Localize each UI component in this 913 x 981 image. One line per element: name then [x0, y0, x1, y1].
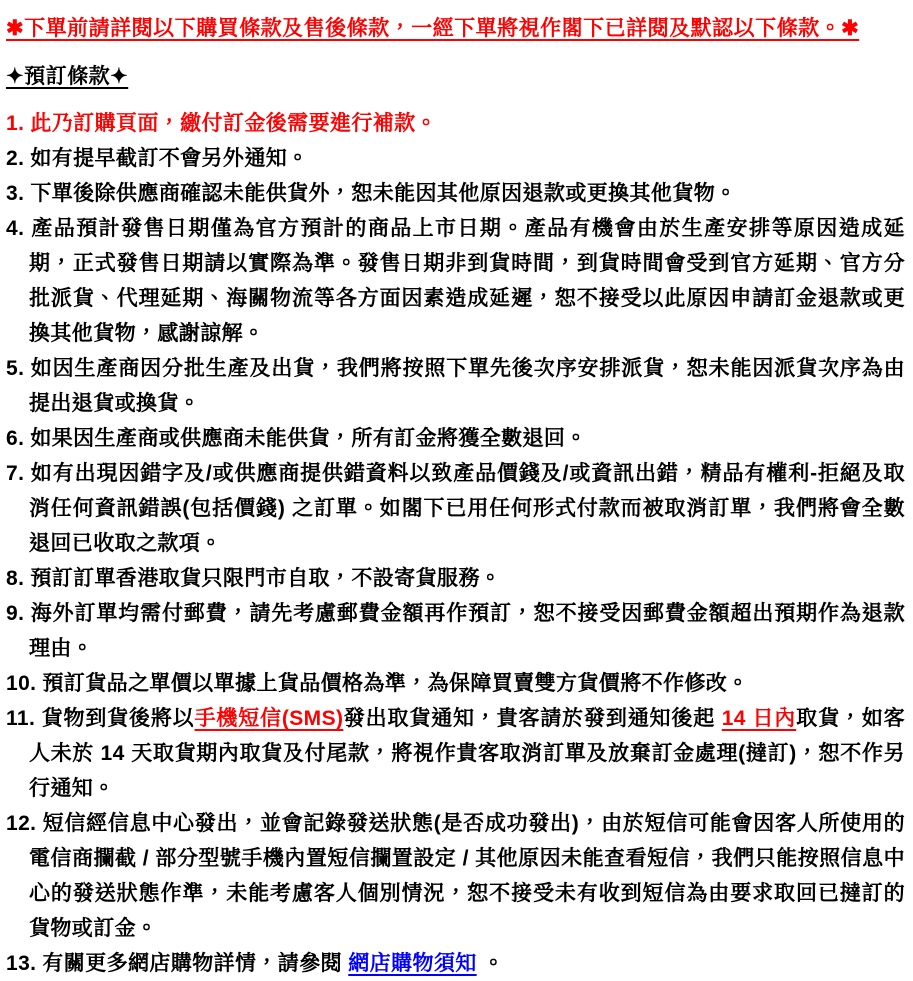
terms-list [6, 106, 905, 981]
term-number: 13. [6, 952, 37, 975]
term-item-6 [6, 421, 905, 456]
red-emphasis-text: 14 日內 [721, 707, 797, 730]
term-item-13 [6, 946, 905, 981]
term-text: 預訂貨品之單價以單據上貨品價格為準，為保障買賣雙方貨價將不作修改。 [42, 672, 749, 695]
term-text: 海外訂單均需付郵費，請先考慮郵費金額再作預訂，恕不接受因郵費金額超出預期作為退款理由。 [29, 602, 905, 660]
term-number: 11. [6, 707, 36, 730]
term-item-10 [6, 666, 905, 701]
purchase-notice-header: ✱下單前請詳閱以下購買條款及售後條款，一經下單將視作閣下已詳閱及默認以下條款。✱ [6, 17, 860, 40]
term-item-12 [6, 806, 905, 946]
term-item-5 [6, 351, 905, 421]
term-item-8 [6, 561, 905, 596]
term-text: 。 [476, 952, 505, 975]
term-item-2 [6, 141, 905, 176]
preorder-terms-title: ✦預訂條款✦ [6, 65, 129, 88]
term-text: 下單後除供應商確認未能供貨外，恕未能因其他原因退款或更換其他貨物。 [30, 182, 737, 205]
term-text: 產品預計發售日期僅為官方預計的商品上市日期。產品有機會由於生產安排等原因造成延期，正式發售日期請以實際為準。發售日期非到貨時間，到貨時間會受到官方延期、官方分批派貨、代理延期、海關物流等各方面因素造成延遲，恕不接受以此原因申請訂金退款或更換其他貨物，感謝諒解。 [29, 217, 905, 345]
term-text: 此乃訂購頁面，繳付訂金後需要進行補款。 [30, 112, 437, 135]
term-item-1 [6, 106, 905, 141]
term-item-7 [6, 456, 905, 561]
term-text: 取貨，如客人未於 14 天取貨期內取貨及付尾款，將視作貴客取消訂單及放棄訂金處理(撻訂)，恕不作另行通知。 [29, 707, 905, 800]
term-number: 5. [6, 357, 25, 380]
term-text: 有關更多網店購物詳情，請參閱 [42, 952, 349, 975]
term-item-9 [6, 596, 905, 666]
term-number: 6. [6, 427, 25, 450]
section-title-row [6, 63, 905, 90]
term-text: 預訂訂單香港取貨只限門市自取，不設寄貨服務。 [30, 567, 502, 590]
term-text: 如有出現因錯字及/或供應商提供錯資料以致產品價錢及/或資訊出錯，精品有權利-拒絕及取消任何資訊錯誤(包括價錢) 之訂單。如閣下已用任何形式付款而被取消訂單，我們將會全數退回已收取之款項。 [29, 462, 905, 555]
term-number: 4. [6, 217, 25, 240]
term-item-4 [6, 211, 905, 351]
term-number: 10. [6, 672, 37, 695]
term-number: 12. [6, 812, 37, 835]
term-item-11 [6, 701, 905, 806]
term-number: 9. [6, 602, 25, 625]
term-text: 短信經信息中心發出，並會記錄發送狀態(是否成功發出)，由於短信可能會因客人所使用的電信商攔截 / 部分型號手機內置短信攔置設定 / 其他原因未能查看短信，我們只能按照信息中心的發送狀態作準，未能考慮客人個別情況，恕不接受未有收到短信為由要求取回已撻訂的貨物或訂金。 [29, 812, 905, 940]
term-number: 8. [6, 567, 25, 590]
term-text: 發出取貨通知，貴客請於發到通知後起 [343, 707, 722, 730]
term-text: 如因生產商因分批生產及出貨，我們將按照下單先後次序安排派貨，恕未能因派貨次序為由提出退貨或換貨。 [29, 357, 905, 415]
term-number: 3. [6, 182, 25, 205]
term-number: 1. [6, 112, 25, 135]
term-number: 2. [6, 147, 25, 170]
term-text: 如果因生產商或供應商未能供貨，所有訂金將獲全數退回。 [30, 427, 587, 450]
term-number: 7. [6, 462, 25, 485]
red-emphasis-text: 手機短信(SMS) [194, 707, 344, 730]
online-store-notice-link[interactable]: 網店購物須知 [348, 952, 477, 975]
term-text: 貨物到貨後將以 [41, 707, 195, 730]
term-text: 如有提早截訂不會另外通知。 [30, 147, 309, 170]
term-item-3 [6, 176, 905, 211]
